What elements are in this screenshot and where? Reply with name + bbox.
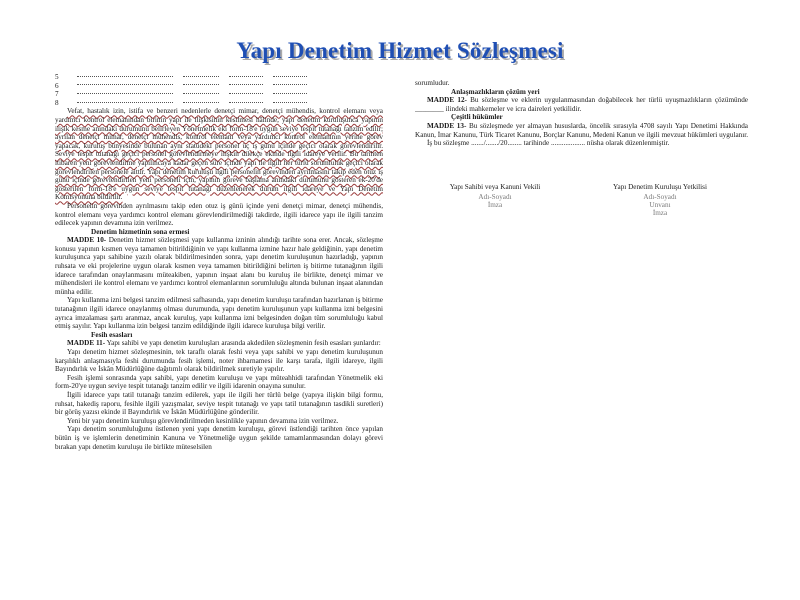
signature-title: Yapı Denetim Kuruluşu Yetkilisi — [613, 183, 707, 191]
article-text: Denetim hizmet sözleşmesi yapı kullanma izninin alındığı tarihte sona erer. Ancak, sözleşme konusu yapının kısmen veya tamamen bitirildiğinin ve yapı kullanma izmine hazır hale geldiğinin, yapı denetim kuruluşunca yapı sahibine yazılı olarak bildirilmesinden sonra, yapı denetim kuruluşunun hazırladığı, yapının ruhsata ve eki projelerine uygun olarak kısmen veya tamamen bitirildiğini belirten iş bitirme tutanağının ilgili idarece tarafından onaylanmasını müteakiben, yapının inşaat alanı bu kuruluş ile birlikte, denetçi mimar ve mühendisleri ile kontrol elemanı ve yardımcı kontrol elemanlarının sorumluluğu altında bulunan inşaat alanından münha edilir. — [55, 236, 383, 296]
article-text: Yapı sahibi ve yapı denetim kuruluşları arasında akdedilen sözleşmenin fesih esasları şunlardır: — [105, 339, 381, 348]
numbered-row — [55, 99, 383, 108]
paragraph: Vefat, hastalık izin, istifa ve benzeri nedenlerle denetçi mimar, denetçi mühendis, kontrol elemanı veya yardımcı kontrol elemanından birinin yapı ile ilişkisinin kesilmesi hâlinde, yapı denetim kuruluşunca yapının ilişik kesme anındaki durumunu belirleyen Yönetmelik eki form-18'e uygun seviye tespit tutanağı tanzim edilir; ayrılan denetçi mimar, denetçi mühendis, kontrol elemanı veya yardımcı kontrol elemanının yerine görev yapacak, kuruluş bünyesinde bulunan aynı statüdeki personel üç iş günü içinde geçici olarak görevlendirilir. Seviye tespit tutanağı geçici personel görevlendirmeye ilişkin dilekçe ekinde ilgili idareye verilir. Bu tarihten itibaren yeni görevlendirme yapılıncaya kadar geçen süre içinde yapı ile ilgili her türlü sorumluluk geçici olarak görevlendirilen personele aittir. Yapı denetim kuruluşu ilgili personelin görevinden ayrılmasını takip eden otuz iş günü içinde görevlendirilen yeni personeli için, yapının göreve başlama anındaki durumunu gösteren ek-20'de gösterilen form-18'e uygun seviye tespit tutanağı düzenlenerek durum ilgili idareye ve Yapı Denetim Komisyonuna bildirilir. — [55, 107, 383, 202]
section-heading: Anlaşmazlıkların çözüm yeri — [451, 87, 540, 96]
signature-block — [415, 183, 755, 243]
article-paragraph — [55, 236, 383, 296]
section-heading: Fesih esasları — [91, 330, 133, 339]
paragraph: Yapı kullanma izni belgesi tanzim edilmesi safhasında, yapı denetim kuruluşu tarafından hazırlanan iş bitirme tutanağının ilgili idarece onaylanmış olması durumunda, yapı denetim kuruluşunun yapı kullanma izni belgesini ayrıca imzalaması şartı aranmaz, ancak kuruluş, yapı kullanma izni belgesinden doğan tüm sorumluluğu kabul etmiş sayılır. Yapı kullanma izin belgesi tanzim edildiğinde ilgili idarece kuruluşa bilgi verilir. — [55, 296, 383, 331]
article-label: MADDE 12- — [427, 96, 467, 105]
numbered-row — [55, 82, 383, 91]
signature-field: İmza — [487, 201, 503, 210]
paragraph: Yapı denetim hizmet sözleşmesinin, tek taraflı olarak feshi veya yapı sahibi ve yapı denetim kuruluşunun karşılıklı anlaşmasıyla feshi durumunda fesih işlemi, noter ihbarnamesi ile karşı tarafa, ilgili idareye, ilgili Bayındırlık ve İskân Müdürlüğüne dağıtımlı olarak bildirilmek suretiyle yapılır. — [55, 348, 383, 374]
signature-inspector — [580, 183, 740, 218]
numbered-row — [55, 73, 383, 82]
section-heading: Çeşitli hükümler — [451, 113, 503, 122]
article-label: MADDE 11- — [67, 339, 106, 348]
numbered-placeholder-list — [55, 73, 383, 107]
article-paragraph — [415, 122, 748, 139]
paragraph: Yeni bir yapı denetim kuruluşu görevlendirilmeden kesinlikle yapının devamına izin verilmez. — [67, 416, 339, 425]
article-text: Bu sözleşme ve eklerin uygulanmasından doğabilecek her türlü uyuşmazlıkların çözümünde ________ ilindeki mahkemeler ve icra daireleri yetkilidir. — [415, 96, 748, 113]
article-label: MADDE 10- — [67, 236, 107, 245]
paragraph: sorumludur. — [415, 79, 450, 87]
document-title: Yapı Denetim Hizmet Sözleşmesi — [236, 38, 564, 63]
signature-field: Adı-Soyadı — [643, 193, 677, 201]
signature-field: Adı-Soyadı — [478, 193, 512, 201]
row-number: 7 — [55, 90, 59, 99]
signature-field: İmza — [652, 209, 668, 218]
paragraph: İş bu sözleşme ......./......./20........ tarihinde ................... nüsha olarak düzenlenmiştir. — [427, 139, 670, 148]
article-label: MADDE 13- — [427, 121, 467, 130]
section-heading: Denetim hizmetinin sona ermesi — [91, 227, 190, 236]
article-paragraph — [55, 339, 383, 348]
signature-field: Unvanı — [649, 201, 671, 210]
row-number: 5 — [55, 73, 59, 81]
signature-title: Yapı Sahibi veya Kanuni Vekili — [449, 183, 541, 191]
article-paragraph — [415, 96, 748, 113]
article-text: Bu sözleşmede yer almayan hususlarda, öncelik sırasıyla 4708 sayılı Yapı Denetimi Hakkında Kanun, İmar Kanunu, Türk Ticaret Kanunu, Borçlar Kanunu, Medeni Kanun ve ilgili mevzuat hükümleri uygulanır. — [415, 121, 748, 139]
row-number: 6 — [55, 81, 59, 90]
paragraph: Yapı denetim sorumluluğunu üstlenen yeni yapı denetim kuruluşu, görevi üstlendiği tarihten önce yapılan bütün iş ve işlemlerin denetiminin Kanuna ve Yönetmeliğe uygun şekilde tamamlanmasından dolayı görevi bırakan yapı denetim kuruluşu ile birlikte müteselsilen — [55, 425, 383, 451]
paragraph: Personelin görevinden ayrılmasını takip eden otuz iş günü içinde yeni denetçi mimar, denetçi mühendis, kontrol elemanı veya yardımcı kontrol elemanı görevlendirilmediği takdirde, ilgili idarece yapı ile ilgili tanzim edilecek yapının devamına izin verilmez. — [55, 201, 383, 228]
row-number: 8 — [55, 98, 59, 107]
signature-owner — [415, 183, 575, 209]
numbered-row — [55, 90, 383, 99]
left-column — [55, 73, 383, 595]
paragraph: İlgili idarece yapı tatil tutanağı tanzim edilerek, yapı ile ilgili her türlü belge (yapıya ilişkin bilgi formu, ruhsat, hakediş raporu, fesihle ilgili yazışmalar, seviye tespit tutanağı ve yapı tatil tutanağının tasdikli suretleri) bir görüş yazısı ekinde il Bayındırlık ve İskân Müdürlüğüne gönderilir. — [55, 390, 383, 417]
paragraph: Fesih işlemi sonrasında yapı sahibi, yapı denetim kuruluşu ve yapı müteahhidi tarafından Yönetmelik eki form-20'ye uygun seviye tespit tutanağı tanzim edilir ve ilgili idarenin onayına sunulur. — [55, 373, 383, 391]
